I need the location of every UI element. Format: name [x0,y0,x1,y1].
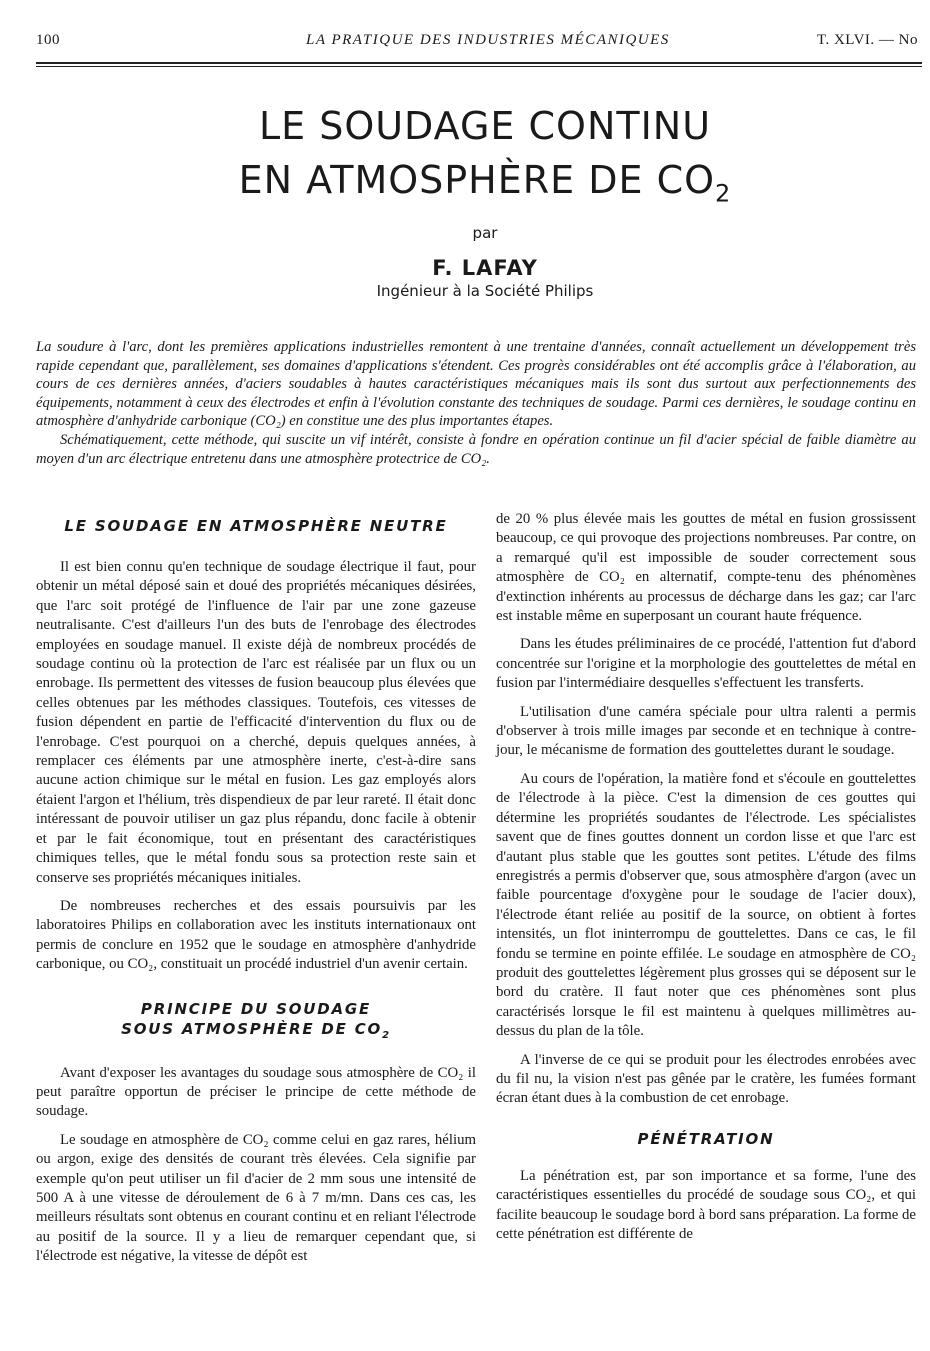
body-paragraph: de 20 % plus élevée mais les gouttes de métal en fusion grossissent beaucoup, ce qui provoque des projections nombreuses. Par contre, on a remarqué qu'il est impossible de souder correctement sous atmosphère de CO₂ en alternatif, compte-tenu des phénomènes d'extinction inhérents au processus de décharge dans les gaz; car l'arc est instable même en superposant un courant haute fréquence. [496,511,916,625]
author-affiliation: Ingénieur à la Société Philips [376,282,594,300]
right-column [496,510,916,1253]
body-paragraph: A l'inverse de ce qui se produit pour les électrodes enrobées avec du fil nu, la vision n'est pas gênée par le cratère, les fumées formant écran étant dues à la combustion de cet enrobage. [496,1051,916,1107]
body-paragraph: Le soudage en atmosphère de CO₂ comme celui en gaz rares, hélium ou argon, exige des densités de courant très élevées. Cela signifie par exemple qu'on peut utiliser un fil d'acier de 2 mm sous une intensité de 500 A à une vitesse de déroulement de 6 à 7 m/mn. Dans ces cas, les meilleurs résultats sont obtenus en courant continu et en reliant l'électrode au positif de la source. Il y a lieu de remarquer cependant que, si l'électrode est négative, la vitesse de dépôt est [36,1131,476,1265]
header-rule-thick [36,62,922,64]
article-title-line1: LE SOUDAGE CONTINU [258,104,712,148]
running-header [36,32,918,54]
body-paragraph: L'utilisation d'une caméra spéciale pour ultra ralenti a permis d'observer à trois mille images par seconde et en technique à contre-jour, le mécanisme de formation des gouttelettes durant le soudage. [496,703,916,759]
section-heading-principe-line2: SOUS ATMOSPHÈRE DE CO [121,1019,383,1038]
abstract-paragraph: La soudure à l'arc, dont les premières applications industrielles remontent à une trentaine d'années, connaît actuellement un développement très rapide cependant que, parallèlement, ses domaines d'applications s'étendent. Ces progrès considérables ont été accomplis grâce à l'élaboration, au cours de ces dernières années, d'aciers soudables à hautes caractéristiques mécaniques mais ils sont dus surtout aux perfectionnements des équipements, notamment à ceux des électrodes et enfin à l'évolution constante des techniques de soudage. Parmi ces dernières, le soudage continu en atmosphère d'anhydride carbonique (CO₂) en constitue une des plus importantes étapes. [36,339,916,430]
body-paragraph: Dans les études préliminaires de ce procédé, l'attention fut d'abord concentrée sur l'origine et la morphologie des gouttelettes de métal en fusion par l'intermédiaire desquelles s'effectuent les transferts. [496,636,916,692]
section-heading-penetration: PÉNÉTRATION [637,1129,775,1148]
body-paragraph: Il est bien connu qu'en technique de soudage électrique il faut, pour obtenir un métal déposé sain et doué des propriétés mécaniques désirées, que l'arc soit protégé de l'influence de l'air par une zone gazeuse neutralisante. C'est d'ailleurs l'un des buts de l'enrobage des électrodes employées en soudage manuel. Il existe déjà de nombreux procédés de soudage continu où la protection de l'arc est réalisée par un flux ou un enrobage. Ils permettent des vitesses de fusion beaucoup plus élevées que celles obtenues par les méthodes classiques. Toutefois, ces vitesses de fusion dépendent en partie de l'efficacité d'intervention du flux ou de l'enrobage. C'est pourquoi on a cherché, depuis quelques années, à remplacer ces éléments par une atmosphère inerte, c'est-à-dire sans aucune action chimique sur le métal en fusion. Les gaz employés alors étaient l'argon et l'hélium, très dispendieux de par leur rareté. Il était donc intéressant de pouvoir utiliser un gaz plus répandu, donc facile à obtenir et par le fait économique, tout en présentant des caractéristiques chimiques telles, que le métal fondu sous sa protection reste sain et conserve ses propriétés mécaniques initiales. [36,559,476,886]
abstract [36,338,916,468]
body-paragraph: De nombreuses recherches et des essais poursuivis par les laboratoires Philips en collaboration avec les instituts internationaux ont permis de conclure en 1952 que le soudage en atmosphère d'anhydride carbonique, ou CO₂, constituait un procédé industriel d'un avenir certain. [36,897,476,973]
body-paragraph: La pénétration est, par son importance et sa forme, l'une des caractéristiques essentielles du procédé de soudage sous CO₂, et qui facilite beaucoup le soudage bord à bord sans préparation. La forme de cette pénétration est différente de [496,1167,916,1242]
page-number: 100 [36,32,60,48]
header-rule-thin [36,66,922,67]
section-heading-neutre: LE SOUDAGE EN ATMOSPHÈRE NEUTRE [64,517,448,535]
body-paragraph: Au cours de l'opération, la matière fond et s'écoule en gouttelettes de l'électrode à la pièce. C'est la dimension de ces gouttes qui détermine les propriétés soudantes de l'électrode. Les spécialistes savent que de fines gouttes donnent un cordon lisse et que l'arc est d'autant plus stable que les gouttes sont petites. L'étude des films enregistrés a permis d'observer que, sous atmosphère d'argon (avec un faible pourcentage d'oxygène pour le soudage de l'acier doux), l'électrode étant reliée au positif de la source, on obtient à fortes intensités, un flot ininterrompu de gouttelettes. Dans ce cas, le fil fondu se termine en pointe effilée. Le soudage en atmosphère de CO₂ produit des gouttelettes légèrement plus grosses qui se déposent sur le bord du cratère. Il faut noter que ces phénomènes sont plus caractérisés lorsque le fil est maintenu à quelques millimètres au-dessus du plan de la tôle. [496,770,916,1040]
volume-label: T. XLVI. — No [816,32,918,48]
article-title-subscript: 2 [715,179,732,208]
byline-par: par [472,224,498,242]
left-column [36,510,476,1276]
body-paragraph: Avant d'exposer les avantages du soudage sous atmosphère de CO₂ il peut paraître opportun de préciser le principe de cette méthode de soudage. [36,1064,476,1120]
article-title-line2-text: EN ATMOSPHÈRE DE CO [238,158,716,202]
running-title: LA PRATIQUE DES INDUSTRIES MÉCANIQUES [306,32,670,48]
section-heading-principe-line1: PRINCIPE DU SOUDAGE [140,999,372,1018]
author-name: F. LAFAY [432,256,538,280]
abstract-paragraph: Schématiquement, cette méthode, qui suscite un vif intérêt, consiste à fondre en opération continue un fil d'acier spécial de faible diamètre au moyen d'un arc électrique entretenu dans une atmosphère protectrice de CO₂. [36,431,916,467]
section-heading-principe [36,999,476,1046]
section-heading-principe-subscript: 2 [382,1029,391,1041]
article-title-line2 [0,154,930,220]
